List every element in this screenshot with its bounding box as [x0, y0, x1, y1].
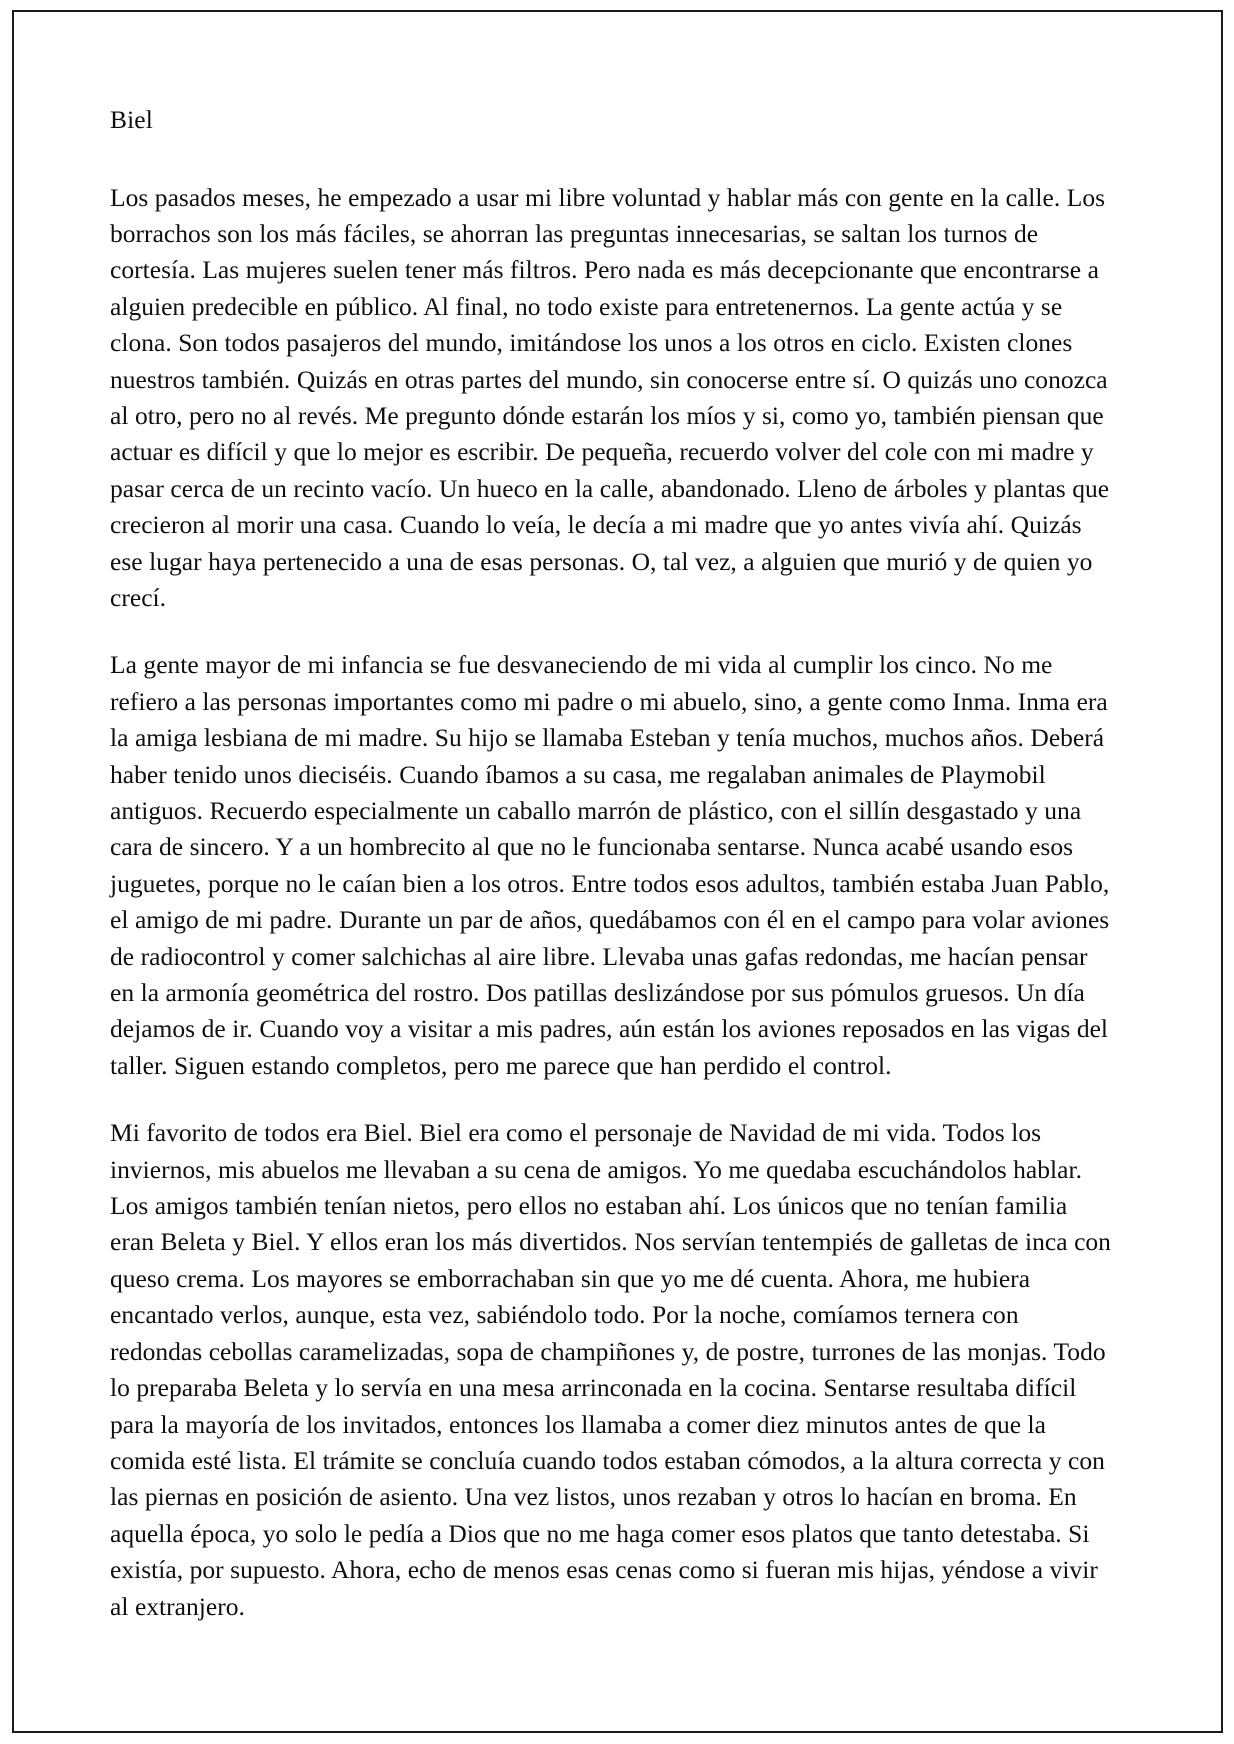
body-paragraph-1: Los pasados meses, he empezado a usar mi libre voluntad y hablar más con gente en la calle. Los borrachos son los más fáciles, se ahorran las preguntas innecesarias, se saltan los turnos de cortesía. Las mujeres suelen tener más filtros. Pero nada es más decepcionante que encontrarse a alguien predecible en público. Al final, no todo existe para entretenernos. La gente actúa y se clona. Son todos pasajeros del mundo, imitándose los unos a los otros en ciclo. Existen clones nuestros también. Quizás en otras partes del mundo, sin conocerse entre sí. O quizás uno conozca al otro, pero no al revés. Me pregunto dónde estarán los míos y si, como yo, también piensan que actuar es difícil y que lo mejor es escribir. De pequeña, recuerdo volver del cole con mi madre y pasar cerca de un recinto vacío. Un hueco en la calle, abandonado. Lleno de árboles y plantas que crecieron al morir una casa. Cuando lo veía, le decía a mi madre que yo antes vivía ahí. Quizás ese lugar haya pertenecido a una de esas personas. O, tal vez, a alguien que murió y de quien yo crecí.	[110, 182, 1110, 612]
page-title: Biel	[110, 105, 153, 134]
document-body	[14, 12, 1221, 1625]
document-sheet	[12, 10, 1223, 1733]
body-paragraph-2: La gente mayor de mi infancia se fue desvaneciendo de mi vida al cumplir los cinco. No me refiero a las personas importantes como mi padre o mi abuelo, sino, a gente como Inma. Inma era la amiga lesbiana de mi madre. Su hijo se llamaba Esteban y tenía muchos, muchos años. Deberá haber tenido unos dieciséis. Cuando íbamos a su casa, me regalaban animales de Playmobil antiguos. Recuerdo especialmente un caballo marrón de plástico, con el sillín desgastado y una cara de sincero. Y a un hombrecito al que no le funcionaba sentarse. Nunca acabé usando esos juguetes, porque no le caían bien a los otros. Entre todos esos adultos, también estaba Juan Pablo, el amigo de mi padre. Durante un par de años, quedábamos con él en el campo para volar aviones de radiocontrol y comer salchichas al aire libre. Llevaba unas gafas redondas, me hacían pensar en la armonía geométrica del rostro. Dos patillas deslizándose por sus pómulos gruesos. Un día dejamos de ir. Cuando voy a visitar a mis padres, aún están los aviones reposados en las vigas del taller. Siguen estando completos, pero me parece que han perdido el control.	[110, 650, 1110, 1080]
body-paragraph-3: Mi favorito de todos era Biel. Biel era como el personaje de Navidad de mi vida. Todos los inviernos, mis abuelos me llevaban a su cena de amigos. Yo me quedaba escuchándolos hablar. Los amigos también tenían nietos, pero ellos no estaban ahí. Los únicos que no tenían familia eran Beleta y Biel. Y ellos eran los más divertidos. Nos servían tentempiés de galletas de inca con queso crema. Los mayores se emborrachaban sin que yo me dé cuenta. Ahora, me hubiera encantado verlos, aunque, esta vez, sabiéndolo todo. Por la noche, comíamos ternera con redondas cebollas caramelizadas, sopa de champiñones y, de postre, turrones de las monjas. Todo lo preparaba Beleta y lo servía en una mesa arrinconada en la cocina. Sentarse resultaba difícil para la mayoría de los invitados, entonces los llamaba a comer diez minutos antes de que la comida esté lista. El trámite se concluía cuando todos estaban cómodos, a la altura correcta y con las piernas en posición de asiento. Una vez listos, unos rezaban y otros lo hacían en broma. En aquella época, yo solo le pedía a Dios que no me haga comer esos platos que tanto detestaba. Si existía, por supuesto. Ahora, echo de menos esas cenas como si fueran mis hijas, yéndose a vivir al extranjero.	[110, 1118, 1111, 1621]
